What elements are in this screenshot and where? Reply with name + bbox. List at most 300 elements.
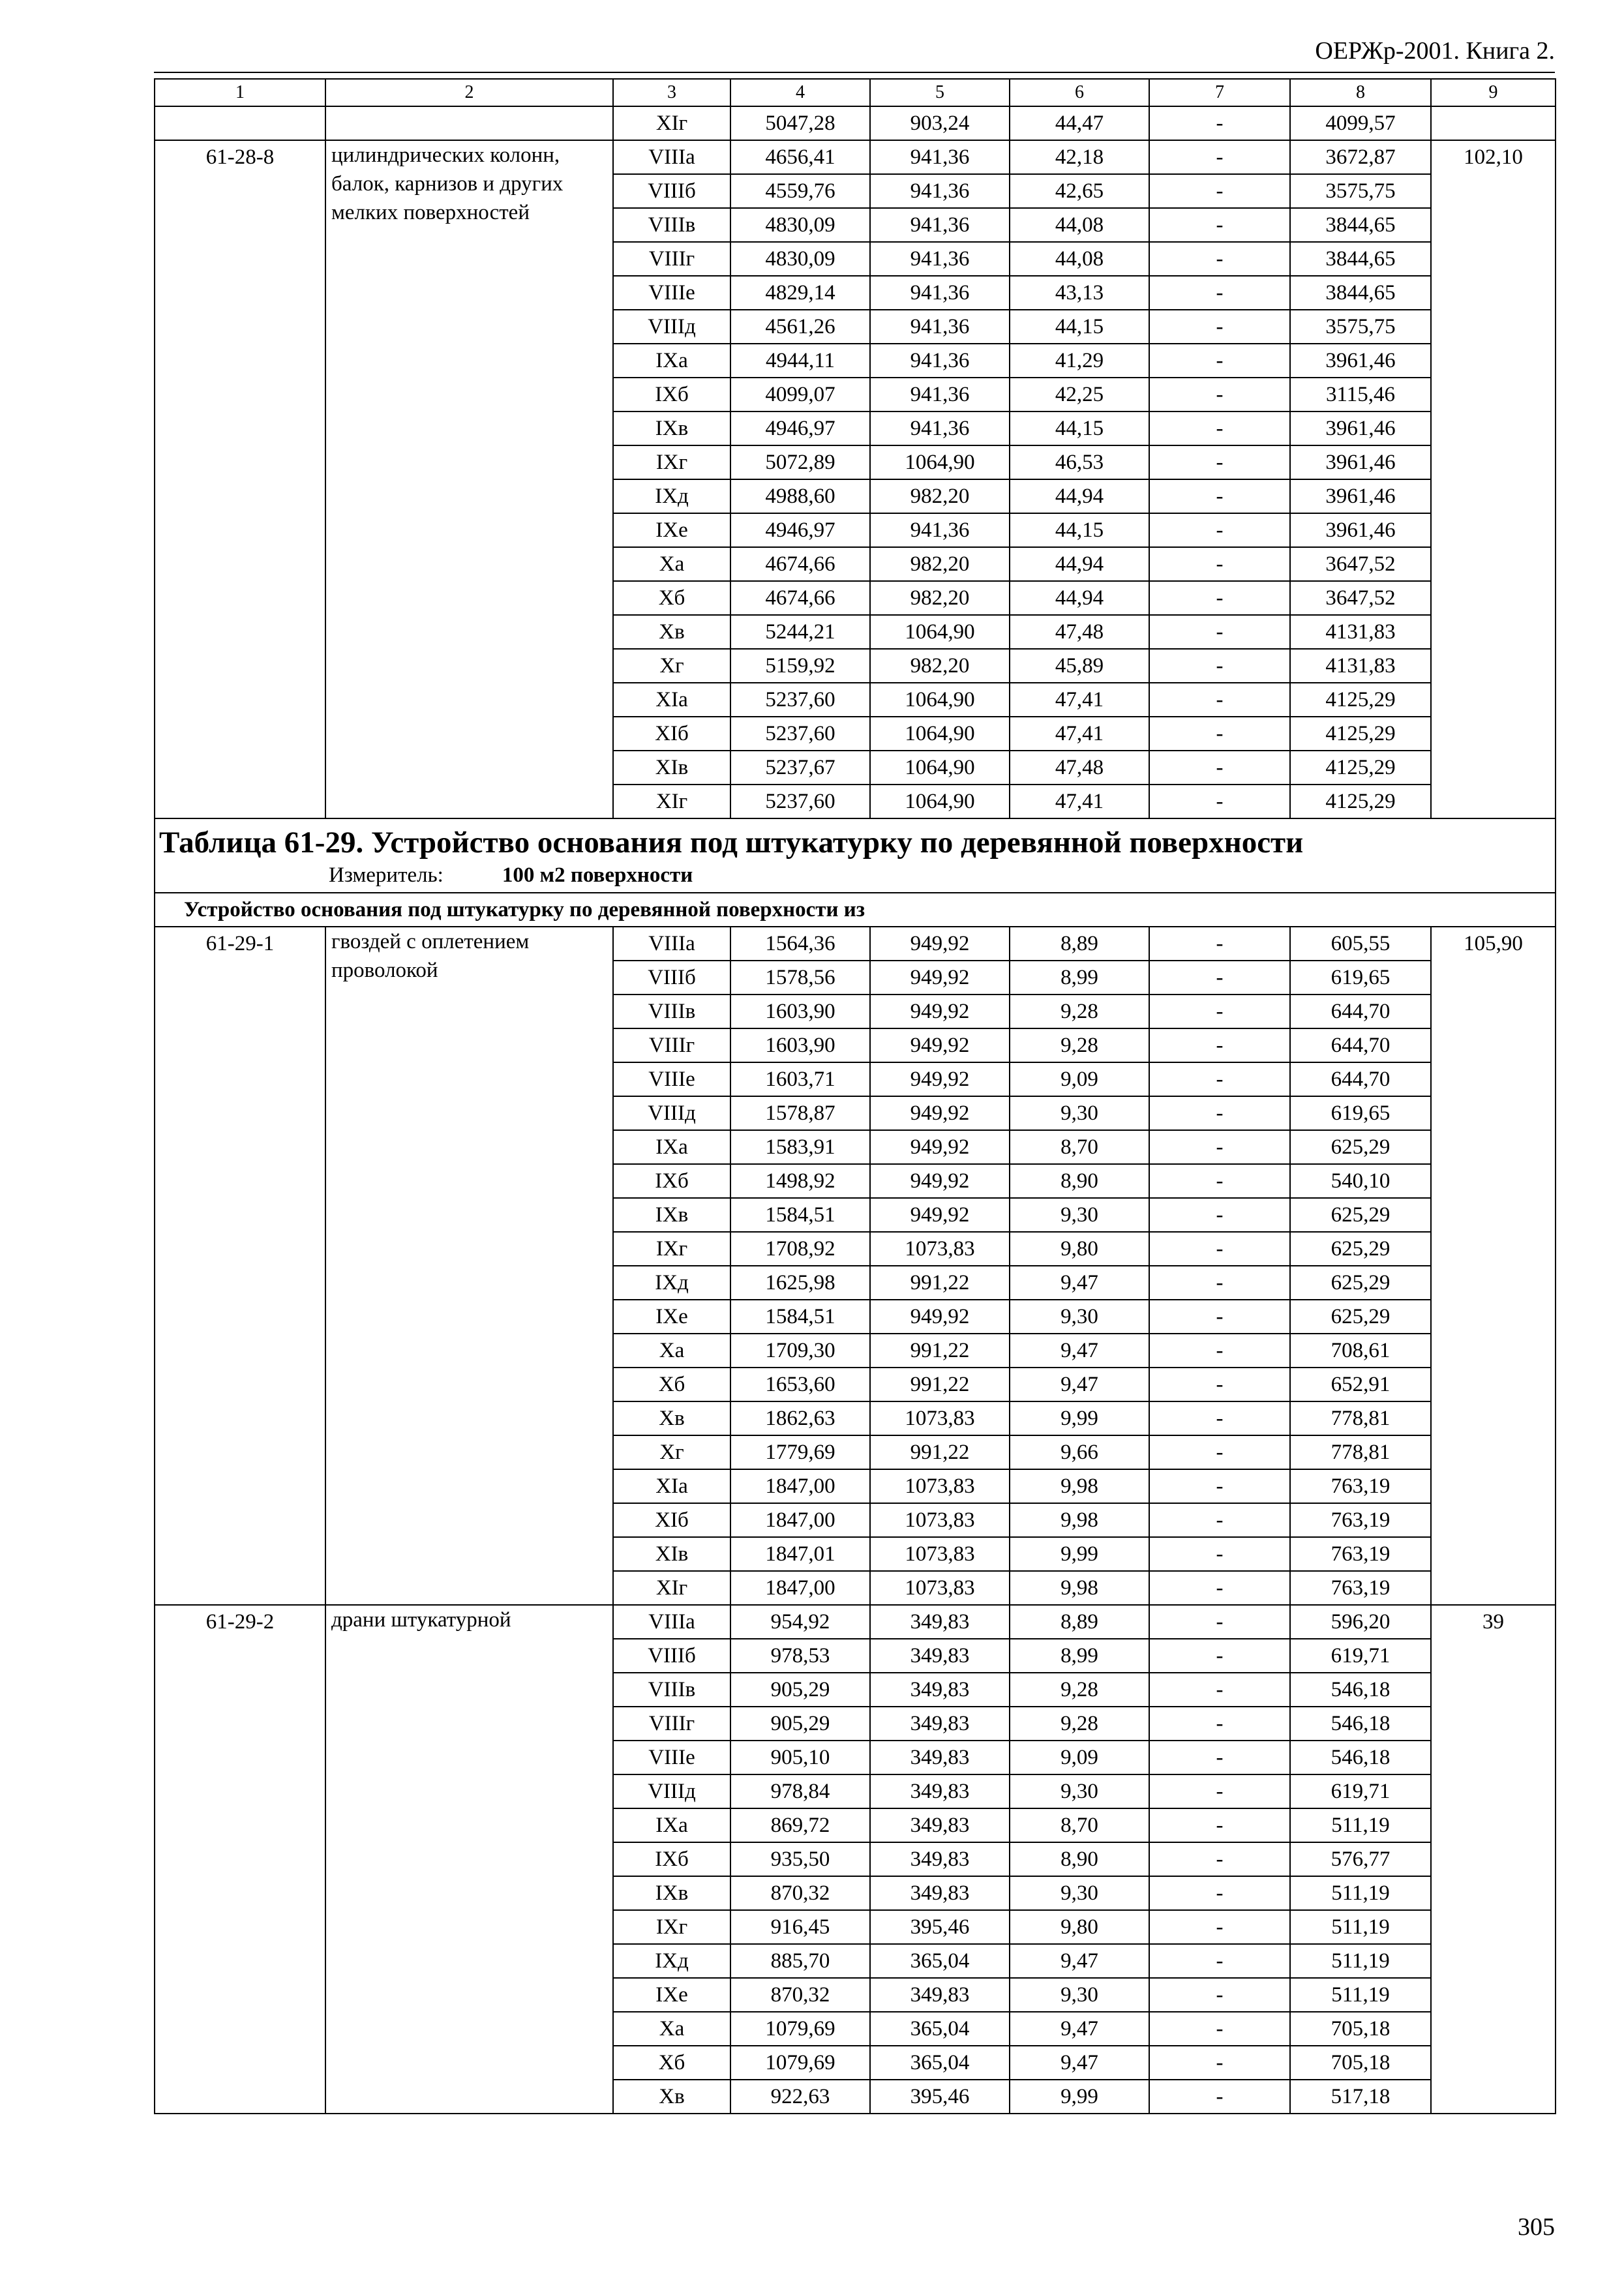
class-cell: Xг — [613, 1435, 730, 1469]
value-cell-8: 763,19 — [1290, 1469, 1431, 1503]
value-cell-7: - — [1149, 2046, 1290, 2080]
value-cell-4: 1603,71 — [730, 1062, 870, 1096]
value-cell-4: 885,70 — [730, 1944, 870, 1978]
value-cell-4: 5072,89 — [730, 445, 870, 479]
value-cell-6: 9,98 — [1010, 1469, 1149, 1503]
class-cell: IXг — [613, 445, 730, 479]
value-cell-7: - — [1149, 961, 1290, 995]
value-cell-7: - — [1149, 445, 1290, 479]
value-cell-7: - — [1149, 344, 1290, 378]
item-description: гвоздей с оплетением проволокой — [325, 927, 613, 1605]
value-cell-4: 869,72 — [730, 1808, 870, 1842]
value-cell-6: 45,89 — [1010, 649, 1149, 683]
value-cell-6: 44,15 — [1010, 411, 1149, 445]
class-cell: XIв — [613, 1537, 730, 1571]
value-cell-8: 3672,87 — [1290, 140, 1431, 174]
value-cell-5: 991,22 — [870, 1368, 1010, 1401]
value-cell-6: 9,47 — [1010, 1368, 1149, 1401]
value-cell-5: 365,04 — [870, 2046, 1010, 2080]
class-cell: VIIIб — [613, 174, 730, 208]
value-cell-7: - — [1149, 1368, 1290, 1401]
class-cell: IXа — [613, 1130, 730, 1164]
value-cell-8: 705,18 — [1290, 2046, 1431, 2080]
value-cell-4: 1779,69 — [730, 1435, 870, 1469]
value-cell-5: 349,83 — [870, 1774, 1010, 1808]
value-cell-8: 625,29 — [1290, 1130, 1431, 1164]
value-cell-8: 511,19 — [1290, 1808, 1431, 1842]
value-cell-8: 511,19 — [1290, 1910, 1431, 1944]
value-cell-5: 941,36 — [870, 140, 1010, 174]
class-cell: VIIIг — [613, 1028, 730, 1062]
value-cell-8: 708,61 — [1290, 1334, 1431, 1368]
value-cell-6: 42,18 — [1010, 140, 1149, 174]
value-cell-8: 3961,46 — [1290, 411, 1431, 445]
value-cell-5: 1073,83 — [870, 1503, 1010, 1537]
value-cell-8: 619,71 — [1290, 1774, 1431, 1808]
value-cell-8: 3575,75 — [1290, 174, 1431, 208]
value-cell-5: 941,36 — [870, 242, 1010, 276]
value-cell-5: 941,36 — [870, 411, 1010, 445]
value-cell-5: 941,36 — [870, 276, 1010, 310]
value-cell-5: 991,22 — [870, 1266, 1010, 1300]
column-header-8: 8 — [1290, 79, 1431, 106]
value-cell-5: 941,36 — [870, 208, 1010, 242]
value-cell-8: 3961,46 — [1290, 344, 1431, 378]
value-cell-4: 4946,97 — [730, 411, 870, 445]
value-cell-7: - — [1149, 1571, 1290, 1605]
value-cell-7: - — [1149, 310, 1290, 344]
value-cell-6: 9,99 — [1010, 2080, 1149, 2114]
value-cell-7: - — [1149, 1707, 1290, 1741]
value-cell-7: - — [1149, 1334, 1290, 1368]
class-cell: VIIIе — [613, 1062, 730, 1096]
class-cell: VIIIб — [613, 961, 730, 995]
value-cell-6: 47,41 — [1010, 785, 1149, 818]
value-cell-6: 9,47 — [1010, 1944, 1149, 1978]
value-cell-6: 42,25 — [1010, 378, 1149, 411]
value-cell-6: 9,98 — [1010, 1571, 1149, 1605]
class-cell: VIIIв — [613, 208, 730, 242]
value-cell-4: 4944,11 — [730, 344, 870, 378]
class-cell: IXв — [613, 411, 730, 445]
class-cell: VIIIе — [613, 276, 730, 310]
value-cell-4: 5047,28 — [730, 106, 870, 140]
table-row — [155, 106, 1556, 140]
value-cell-6: 9,66 — [1010, 1435, 1149, 1469]
value-cell-8: 511,19 — [1290, 1876, 1431, 1910]
value-cell-4: 954,92 — [730, 1605, 870, 1639]
value-cell-8: 3961,46 — [1290, 445, 1431, 479]
value-cell-6: 9,47 — [1010, 1266, 1149, 1300]
value-cell-7: - — [1149, 1944, 1290, 1978]
measure-value: 100 м2 поверхности — [502, 863, 693, 887]
value-cell-6: 8,89 — [1010, 1605, 1149, 1639]
value-cell-7: - — [1149, 513, 1290, 547]
class-cell: IXд — [613, 1944, 730, 1978]
column-header-2: 2 — [325, 79, 613, 106]
value-cell-7: - — [1149, 547, 1290, 581]
class-cell: Xг — [613, 649, 730, 683]
value-cell-4: 1578,56 — [730, 961, 870, 995]
value-cell-7: - — [1149, 1096, 1290, 1130]
value-cell-7: - — [1149, 479, 1290, 513]
class-cell: IXе — [613, 1300, 730, 1334]
value-cell-4: 1584,51 — [730, 1300, 870, 1334]
value-cell-5: 1073,83 — [870, 1571, 1010, 1605]
measure-line — [155, 862, 1555, 892]
value-cell-6: 9,80 — [1010, 1910, 1149, 1944]
value-cell-8: 4125,29 — [1290, 683, 1431, 717]
table-body — [155, 79, 1556, 2114]
value-cell-8: 619,65 — [1290, 961, 1431, 995]
value-cell-8: 3844,65 — [1290, 208, 1431, 242]
description-cell-empty — [325, 106, 613, 140]
value-cell-4: 4656,41 — [730, 140, 870, 174]
value-cell-6: 8,90 — [1010, 1164, 1149, 1198]
value-cell-6: 44,08 — [1010, 208, 1149, 242]
value-cell-5: 349,83 — [870, 1978, 1010, 2012]
class-cell: VIIIг — [613, 1707, 730, 1741]
value-cell-6: 9,28 — [1010, 1028, 1149, 1062]
value-cell-7: - — [1149, 208, 1290, 242]
value-cell-4: 4559,76 — [730, 174, 870, 208]
value-cell-5: 903,24 — [870, 106, 1010, 140]
value-cell-4: 1564,36 — [730, 927, 870, 961]
value-cell-8: 511,19 — [1290, 1978, 1431, 2012]
class-cell: XIг — [613, 785, 730, 818]
class-cell: VIIIв — [613, 1673, 730, 1707]
value-cell-4: 1584,51 — [730, 1198, 870, 1232]
class-cell: VIIIд — [613, 310, 730, 344]
value-cell-4: 4674,66 — [730, 547, 870, 581]
value-cell-4: 1625,98 — [730, 1266, 870, 1300]
value-cell-8: 652,91 — [1290, 1368, 1431, 1401]
class-cell: XIв — [613, 751, 730, 785]
value-cell-5: 349,83 — [870, 1741, 1010, 1774]
value-cell-5: 991,22 — [870, 1334, 1010, 1368]
class-cell: XIа — [613, 683, 730, 717]
value-cell-6: 44,47 — [1010, 106, 1149, 140]
value-cell-5: 949,92 — [870, 1164, 1010, 1198]
value-cell-6: 44,94 — [1010, 479, 1149, 513]
value-cell-8: 517,18 — [1290, 2080, 1431, 2114]
value-cell-6: 8,99 — [1010, 961, 1149, 995]
value-cell-6: 43,13 — [1010, 276, 1149, 310]
value-cell-6: 9,47 — [1010, 1334, 1149, 1368]
value-cell-5: 349,83 — [870, 1842, 1010, 1876]
value-cell-4: 922,63 — [730, 2080, 870, 2114]
value-cell-6: 9,99 — [1010, 1401, 1149, 1435]
value-cell-5: 349,83 — [870, 1808, 1010, 1842]
table-row — [155, 927, 1556, 961]
value-cell-7: - — [1149, 1028, 1290, 1062]
table-caption — [155, 818, 1556, 893]
value-cell-7: - — [1149, 1469, 1290, 1503]
value-cell-7: - — [1149, 1435, 1290, 1469]
value-cell-6: 44,15 — [1010, 513, 1149, 547]
value-cell-8: 625,29 — [1290, 1232, 1431, 1266]
value-cell-5: 1073,83 — [870, 1232, 1010, 1266]
value-cell-8: 763,19 — [1290, 1503, 1431, 1537]
column-header-4: 4 — [730, 79, 870, 106]
class-cell: IXа — [613, 344, 730, 378]
class-cell: VIIIе — [613, 1741, 730, 1774]
value-cell-8: 3647,52 — [1290, 581, 1431, 615]
value-cell-8: 644,70 — [1290, 1062, 1431, 1096]
value-cell-8: 3115,46 — [1290, 378, 1431, 411]
column-header-7: 7 — [1149, 79, 1290, 106]
value-cell-7: - — [1149, 1876, 1290, 1910]
class-cell: IXг — [613, 1910, 730, 1944]
item-code: 61-28-8 — [155, 140, 325, 818]
value-cell-5: 1064,90 — [870, 785, 1010, 818]
value-cell-7: - — [1149, 1164, 1290, 1198]
value-cell-5: 349,83 — [870, 1876, 1010, 1910]
value-cell-4: 916,45 — [730, 1910, 870, 1944]
value-cell-8: 763,19 — [1290, 1537, 1431, 1571]
value-cell-4: 4829,14 — [730, 276, 870, 310]
class-cell: Xа — [613, 1334, 730, 1368]
value-cell-6: 44,94 — [1010, 581, 1149, 615]
value-cell-8: 546,18 — [1290, 1707, 1431, 1741]
value-cell-6: 47,41 — [1010, 683, 1149, 717]
value-cell-7: - — [1149, 2012, 1290, 2046]
value-cell-5: 941,36 — [870, 174, 1010, 208]
value-cell-4: 1847,00 — [730, 1469, 870, 1503]
class-cell: Xа — [613, 547, 730, 581]
value-cell-8: 4131,83 — [1290, 615, 1431, 649]
value-cell-5: 349,83 — [870, 1707, 1010, 1741]
value-cell-4: 4830,09 — [730, 208, 870, 242]
value-cell-6: 47,48 — [1010, 751, 1149, 785]
value-cell-5: 1073,83 — [870, 1537, 1010, 1571]
value-cell-5: 949,92 — [870, 1198, 1010, 1232]
value-cell-8: 778,81 — [1290, 1435, 1431, 1469]
value-cell-6: 9,09 — [1010, 1741, 1149, 1774]
value-cell-5: 949,92 — [870, 1300, 1010, 1334]
value-cell-4: 935,50 — [730, 1842, 870, 1876]
value-cell-5: 365,04 — [870, 2012, 1010, 2046]
value-cell-6: 44,08 — [1010, 242, 1149, 276]
value-cell-4: 978,84 — [730, 1774, 870, 1808]
value-cell-5: 395,46 — [870, 2080, 1010, 2114]
value-cell-4: 5237,60 — [730, 785, 870, 818]
value-cell-7: - — [1149, 174, 1290, 208]
value-cell-6: 9,28 — [1010, 995, 1149, 1028]
value-cell-8: 540,10 — [1290, 1164, 1431, 1198]
value-cell-4: 978,53 — [730, 1639, 870, 1673]
value-cell-7: - — [1149, 1774, 1290, 1808]
value-cell-7: - — [1149, 1503, 1290, 1537]
value-cell-5: 1064,90 — [870, 615, 1010, 649]
value-cell-6: 8,89 — [1010, 927, 1149, 961]
item-code: 61-29-1 — [155, 927, 325, 1605]
value-cell-7: - — [1149, 1910, 1290, 1944]
table-row — [155, 140, 1556, 174]
value-cell-5: 349,83 — [870, 1673, 1010, 1707]
value-cell-5: 949,92 — [870, 1028, 1010, 1062]
value-cell-7: - — [1149, 1401, 1290, 1435]
class-cell: IXг — [613, 1232, 730, 1266]
value-cell-4: 4946,97 — [730, 513, 870, 547]
value-cell-6: 41,29 — [1010, 344, 1149, 378]
weight-cell-empty — [1431, 106, 1556, 140]
item-code: 61-29-2 — [155, 1605, 325, 2114]
value-cell-7: - — [1149, 1673, 1290, 1707]
value-cell-4: 870,32 — [730, 1978, 870, 2012]
class-cell: VIIIд — [613, 1096, 730, 1130]
value-cell-5: 1073,83 — [870, 1401, 1010, 1435]
value-cell-5: 941,36 — [870, 513, 1010, 547]
value-cell-6: 9,99 — [1010, 1537, 1149, 1571]
value-cell-7: - — [1149, 1978, 1290, 2012]
value-cell-8: 605,55 — [1290, 927, 1431, 961]
value-cell-8: 763,19 — [1290, 1571, 1431, 1605]
value-cell-7: - — [1149, 1741, 1290, 1774]
class-cell: Xв — [613, 1401, 730, 1435]
value-cell-6: 9,80 — [1010, 1232, 1149, 1266]
class-cell: IXв — [613, 1198, 730, 1232]
value-cell-7: - — [1149, 378, 1290, 411]
class-cell: VIIIа — [613, 1605, 730, 1639]
value-cell-5: 1064,90 — [870, 751, 1010, 785]
value-cell-7: - — [1149, 1130, 1290, 1164]
class-cell: IXв — [613, 1876, 730, 1910]
item-weight: 105,90 — [1431, 927, 1556, 1605]
value-cell-8: 546,18 — [1290, 1673, 1431, 1707]
measure-label: Измеритель: — [329, 863, 444, 887]
value-cell-8: 3961,46 — [1290, 513, 1431, 547]
item-weight: 39 — [1431, 1605, 1556, 2114]
value-cell-6: 44,15 — [1010, 310, 1149, 344]
price-table — [154, 78, 1556, 2114]
value-cell-5: 941,36 — [870, 344, 1010, 378]
value-cell-6: 44,94 — [1010, 547, 1149, 581]
value-cell-5: 365,04 — [870, 1944, 1010, 1978]
value-cell-4: 1583,91 — [730, 1130, 870, 1164]
value-cell-4: 5244,21 — [730, 615, 870, 649]
value-cell-4: 4674,66 — [730, 581, 870, 615]
item-description: драни штукатурной — [325, 1605, 613, 2114]
value-cell-4: 1079,69 — [730, 2046, 870, 2080]
value-cell-8: 4131,83 — [1290, 649, 1431, 683]
class-cell: VIIIб — [613, 1639, 730, 1673]
value-cell-4: 905,29 — [730, 1707, 870, 1741]
value-cell-5: 349,83 — [870, 1605, 1010, 1639]
value-cell-6: 9,30 — [1010, 1876, 1149, 1910]
value-cell-5: 1064,90 — [870, 445, 1010, 479]
value-cell-7: - — [1149, 1842, 1290, 1876]
value-cell-4: 1079,69 — [730, 2012, 870, 2046]
class-cell: VIIIа — [613, 140, 730, 174]
value-cell-7: - — [1149, 1062, 1290, 1096]
value-cell-7: - — [1149, 581, 1290, 615]
value-cell-4: 5237,60 — [730, 683, 870, 717]
value-cell-8: 619,65 — [1290, 1096, 1431, 1130]
value-cell-6: 9,09 — [1010, 1062, 1149, 1096]
value-cell-5: 982,20 — [870, 649, 1010, 683]
value-cell-5: 949,92 — [870, 1130, 1010, 1164]
value-cell-6: 9,47 — [1010, 2012, 1149, 2046]
value-cell-7: - — [1149, 751, 1290, 785]
value-cell-8: 596,20 — [1290, 1605, 1431, 1639]
column-header-5: 5 — [870, 79, 1010, 106]
subheading-row — [155, 893, 1556, 927]
value-cell-5: 395,46 — [870, 1910, 1010, 1944]
value-cell-4: 1708,92 — [730, 1232, 870, 1266]
value-cell-7: - — [1149, 411, 1290, 445]
value-cell-7: - — [1149, 1300, 1290, 1334]
value-cell-7: - — [1149, 683, 1290, 717]
class-cell: IXе — [613, 1978, 730, 2012]
class-cell: Xв — [613, 615, 730, 649]
value-cell-6: 9,28 — [1010, 1707, 1149, 1741]
value-cell-7: - — [1149, 140, 1290, 174]
column-header-3: 3 — [613, 79, 730, 106]
value-cell-8: 705,18 — [1290, 2012, 1431, 2046]
value-cell-4: 1653,60 — [730, 1368, 870, 1401]
value-cell-4: 4561,26 — [730, 310, 870, 344]
value-cell-5: 1064,90 — [870, 717, 1010, 751]
value-cell-4: 1603,90 — [730, 1028, 870, 1062]
value-cell-6: 9,30 — [1010, 1774, 1149, 1808]
value-cell-4: 5159,92 — [730, 649, 870, 683]
class-cell: IXб — [613, 1842, 730, 1876]
value-cell-7: - — [1149, 1605, 1290, 1639]
value-cell-7: - — [1149, 1808, 1290, 1842]
value-cell-8: 3575,75 — [1290, 310, 1431, 344]
class-cell: Xа — [613, 2012, 730, 2046]
value-cell-7: - — [1149, 615, 1290, 649]
value-cell-4: 1847,01 — [730, 1537, 870, 1571]
value-cell-8: 4099,57 — [1290, 106, 1431, 140]
value-cell-6: 8,90 — [1010, 1842, 1149, 1876]
value-cell-7: - — [1149, 106, 1290, 140]
value-cell-5: 982,20 — [870, 479, 1010, 513]
value-cell-6: 42,65 — [1010, 174, 1149, 208]
value-cell-5: 1073,83 — [870, 1469, 1010, 1503]
value-cell-6: 9,30 — [1010, 1300, 1149, 1334]
value-cell-8: 625,29 — [1290, 1198, 1431, 1232]
value-cell-7: - — [1149, 717, 1290, 751]
value-cell-8: 511,19 — [1290, 1944, 1431, 1978]
value-cell-7: - — [1149, 1537, 1290, 1571]
value-cell-6: 47,48 — [1010, 615, 1149, 649]
column-header-9: 9 — [1431, 79, 1556, 106]
class-cell: Xб — [613, 1368, 730, 1401]
value-cell-7: - — [1149, 242, 1290, 276]
value-cell-6: 9,47 — [1010, 2046, 1149, 2080]
value-cell-7: - — [1149, 1232, 1290, 1266]
value-cell-6: 47,41 — [1010, 717, 1149, 751]
value-cell-8: 3844,65 — [1290, 276, 1431, 310]
class-cell: Xв — [613, 2080, 730, 2114]
class-cell: XIа — [613, 1469, 730, 1503]
value-cell-5: 941,36 — [870, 310, 1010, 344]
value-cell-4: 4988,60 — [730, 479, 870, 513]
value-cell-7: - — [1149, 2080, 1290, 2114]
value-cell-5: 949,92 — [870, 995, 1010, 1028]
value-cell-8: 3647,52 — [1290, 547, 1431, 581]
value-cell-8: 4125,29 — [1290, 751, 1431, 785]
value-cell-6: 8,99 — [1010, 1639, 1149, 1673]
column-header-1: 1 — [155, 79, 325, 106]
class-cell: IXб — [613, 378, 730, 411]
value-cell-4: 1862,63 — [730, 1401, 870, 1435]
column-header-6: 6 — [1010, 79, 1149, 106]
class-cell: VIIIд — [613, 1774, 730, 1808]
class-cell: IXе — [613, 513, 730, 547]
